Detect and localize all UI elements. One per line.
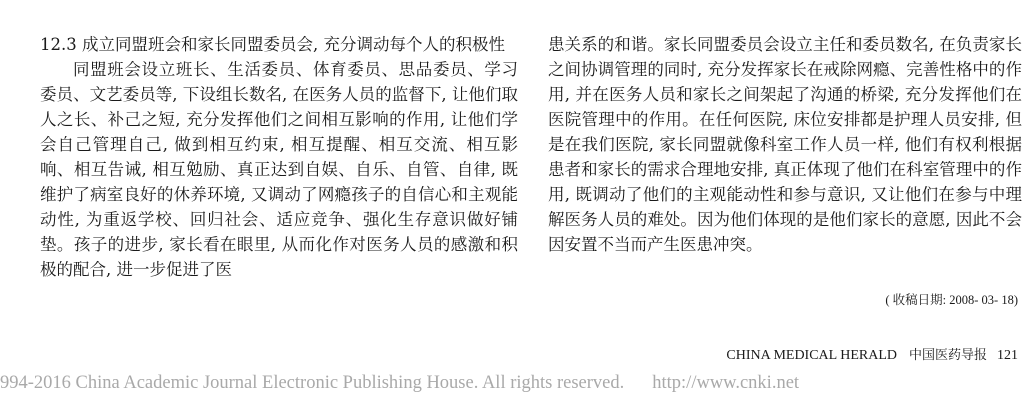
received-date: ( 收稿日期: 2008- 03- 18) [885, 293, 1018, 307]
left-column [40, 32, 518, 282]
right-column [548, 32, 1022, 257]
body-paragraph-left: 同盟班会设立班长、生活委员、体育委员、思品委员、学习委员、文艺委员等, 下设组长数名, 在医务人员的监督下, 让他们取人之长、补己之短, 充分发挥他们之间相互影响的作用, 让他们学会自己管理自己, 做到相互约束, 相互提醒、相互交流、相互影响、相互告诫, 相互勉励、真正达到自娱、自乐、自管、自律, 既维护了病室良好的休养环境, 又调动了网瘾孩子的自信心和主观能动性, 为重返学校、回归社会、适应竞争、强化生存意识做好铺垫。孩子的进步, 家长看在眼里, 从而化作对医务人员的感激和积极的配合, 进一步促进了医 [40, 60, 518, 279]
page-footer [726, 344, 1018, 364]
journal-name-cn: 中国医药导报 [908, 348, 987, 363]
body-paragraph-right: 患关系的和谐。家长同盟委员会设立主任和委员数名, 在负责家长之间协调管理的同时, 充分发挥家长在戒除网瘾、完善性格中的作用, 并在医务人员和家长之间架起了沟通的桥梁, 充分发挥他们在医院管理中的作用。在任何医院, 床位安排都是护理人员安排, 但是在我们医院, 家长同盟就像科室工作人员一样, 他们有权利根据患者和家长的需求合理地安排, 真正体现了他们在科室管理中的作用, 既调动了他们的主观能动性和参与意识, 又让他们在参与中理解医务人员的难处。因为他们体现的是他们家长的意愿, 因此不会因安置不当而产生医患冲突。 [548, 35, 1022, 254]
watermark-text: 994-2016 China Academic Journal Electronic Publishing House. All rights reserved. [0, 373, 625, 393]
copyright-watermark [0, 373, 799, 394]
section-heading: 12.3 成立同盟班会和家长同盟委员会, 充分调动每个人的积极性 [40, 35, 505, 54]
journal-name-en: CHINA MEDICAL HERALD [726, 348, 897, 363]
watermark-url: http://www.cnki.net [652, 373, 800, 393]
page-number: 121 [997, 348, 1018, 363]
